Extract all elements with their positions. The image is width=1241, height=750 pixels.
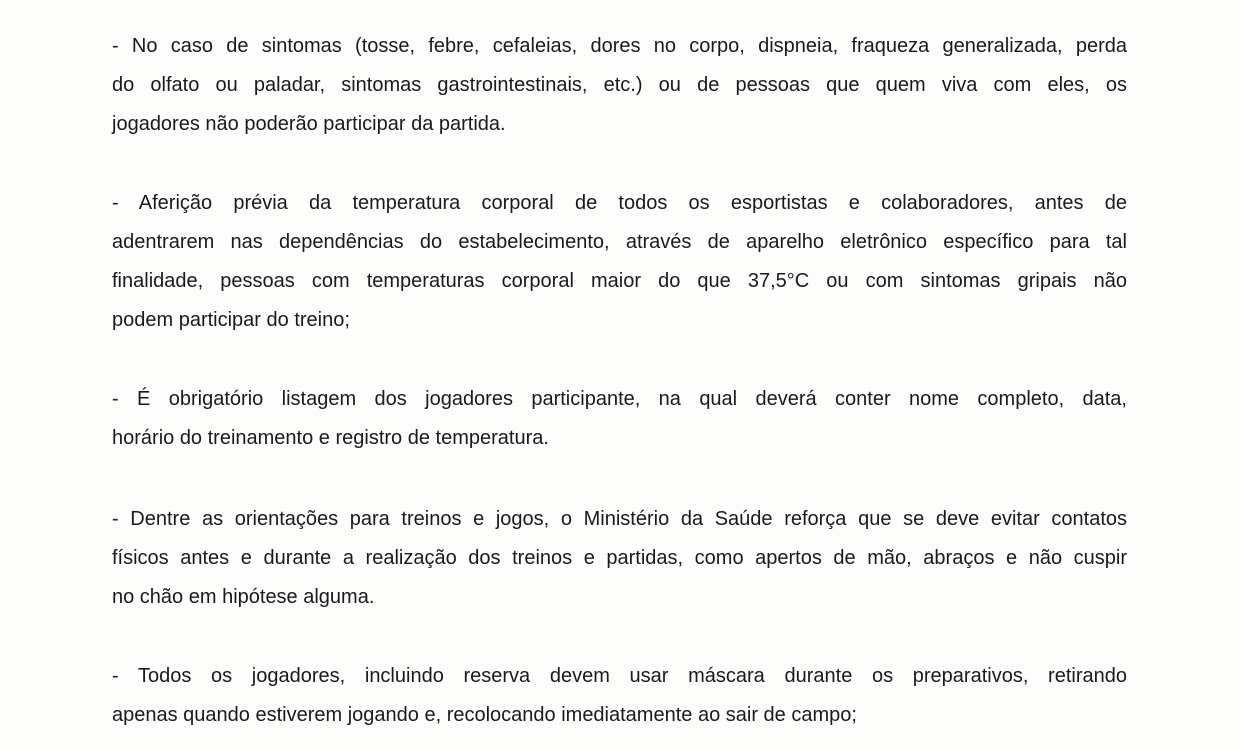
paragraph-line: - No caso de sintomas (tosse, febre, cefaleias, dores no corpo, dispneia, fraqueza generalizada, perda [112, 35, 1127, 57]
paragraph-line: horário do treinamento e registro de temperatura. [112, 427, 549, 449]
paragraph-line: - Todos os jogadores, incluindo reserva devem usar máscara durante os preparativos, retirando [112, 665, 1127, 687]
paragraph-line: - É obrigatório listagem dos jogadores participante, na qual deverá conter nome completo, data, [112, 388, 1127, 410]
paragraph-line: adentrarem nas dependências do estabelecimento, através de aparelho eletrônico específico para tal [112, 231, 1127, 253]
paragraph-line: - Aferição prévia da temperatura corporal de todos os esportistas e colaboradores, antes de [112, 192, 1127, 214]
paragraph-line: jogadores não poderão participar da partida. [112, 113, 506, 135]
paragraph-masks [112, 657, 1127, 735]
paragraph-physical-contact [112, 500, 1127, 617]
paragraph-temperature-check [112, 184, 1127, 340]
paragraph-line: no chão em hipótese alguma. [112, 586, 375, 608]
paragraph-player-list [112, 380, 1127, 458]
paragraph-line: - Dentre as orientações para treinos e jogos, o Ministério da Saúde reforça que se deve evitar contatos [112, 508, 1127, 530]
paragraph-symptoms [112, 27, 1127, 144]
paragraph-line: do olfato ou paladar, sintomas gastrointestinais, etc.) ou de pessoas que quem viva com eles, os [112, 74, 1127, 96]
paragraph-line: finalidade, pessoas com temperaturas corporal maior do que 37,5°C ou com sintomas gripais não [112, 270, 1127, 292]
paragraph-line: físicos antes e durante a realização dos treinos e partidas, como apertos de mão, abraços e não cuspir [112, 547, 1127, 569]
paragraph-line: podem participar do treino; [112, 309, 350, 331]
paragraph-line: apenas quando estiverem jogando e, recolocando imediatamente ao sair de campo; [112, 704, 857, 726]
